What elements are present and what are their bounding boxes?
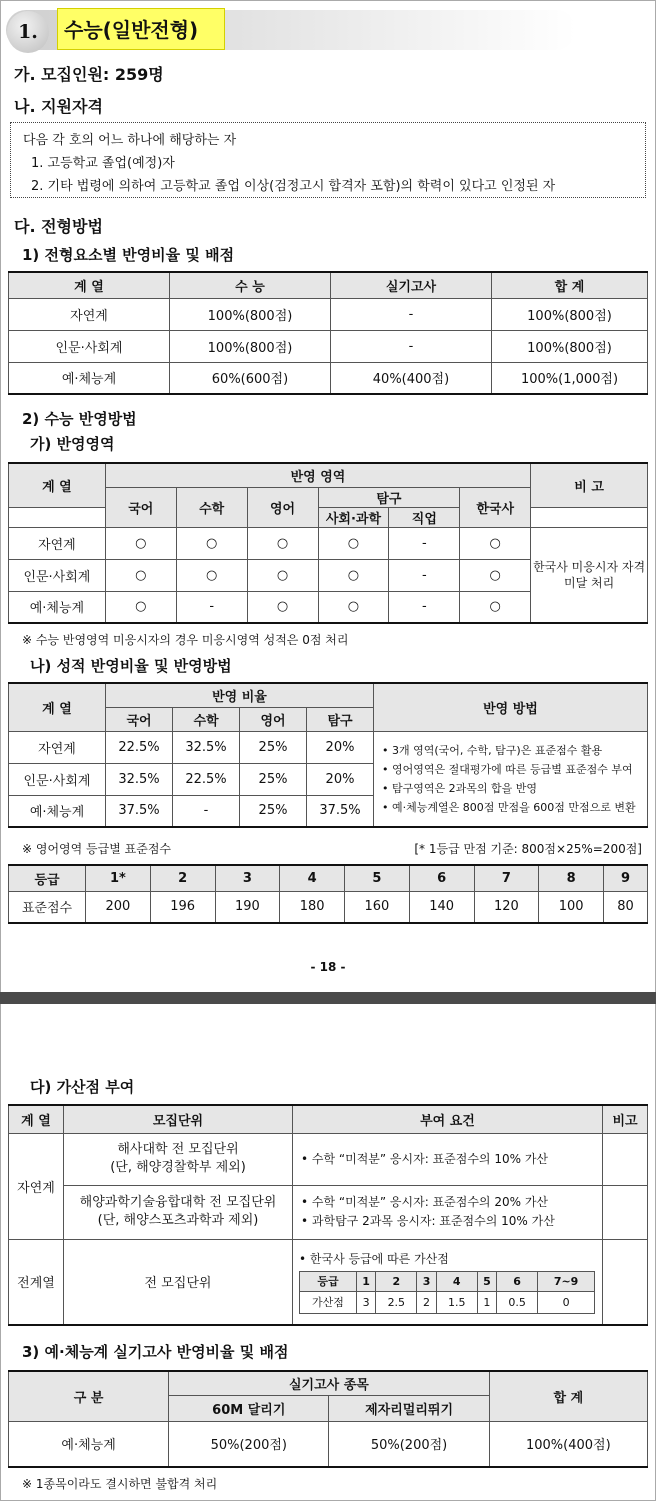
table-row — [9, 1133, 648, 1185]
table-row — [9, 731, 648, 763]
english-note-basis: [* 1등급 만점 기준: 800점×25%=200점] — [414, 842, 642, 856]
cell: 100%(800점) — [492, 298, 648, 330]
heading-score-ratio: 나) 성적 반영비율 및 반영방법 — [30, 657, 232, 675]
cell: - — [331, 330, 492, 362]
col-header: 영어 — [247, 487, 318, 527]
cell: - — [389, 527, 460, 559]
table-row — [9, 298, 648, 330]
cell — [64, 1133, 293, 1185]
cell: - — [173, 795, 240, 827]
col-header: 계 열 — [9, 1105, 64, 1133]
remark: 한국사 미응시자 자격 미달 처리 — [531, 527, 648, 623]
unit-line: 해양과학기술융합대학 전 모집단위 — [79, 1195, 277, 1210]
cell — [64, 1185, 293, 1239]
cell: 100 — [539, 891, 604, 923]
heading-bonus: 다) 가산점 부여 — [30, 1078, 135, 1096]
section-title: 수능(일반전형) — [57, 8, 225, 50]
cell: 가산점 — [300, 1291, 357, 1313]
cell: - — [176, 591, 247, 623]
col-header: 반영 비율 — [106, 683, 374, 707]
cell: ○ — [318, 559, 389, 591]
table-row — [9, 362, 648, 394]
cell: 190 — [215, 891, 280, 923]
practical-note: ※ 1종목이라도 결시하면 불합격 처리 — [22, 1477, 218, 1491]
unit-line: (단, 해양경찰학부 제외) — [110, 1160, 246, 1175]
col-header: 직업 — [389, 507, 460, 527]
cell: 인문·사회계 — [9, 330, 170, 362]
table-row — [9, 1421, 648, 1467]
cell: 100%(400점) — [489, 1421, 647, 1467]
col-header: 계 열 — [9, 463, 106, 507]
area-note: ※ 수능 반영영역 미응시자의 경우 미응시영역 성적은 0점 처리 — [22, 633, 349, 647]
col-header: 비고 — [603, 1105, 648, 1133]
history-bonus-table — [299, 1271, 595, 1314]
cell: 60%(600점) — [170, 362, 331, 394]
method-item: • 영어영역은 절대평가에 따른 등급별 표준점수 부여 — [382, 760, 647, 779]
cell: 32.5% — [106, 763, 173, 795]
col-header: 4 — [280, 865, 345, 891]
col-header: 반영 방법 — [374, 683, 648, 731]
col-header: 1* — [86, 865, 151, 891]
score-ratio-table — [8, 682, 648, 828]
col-header: 반영 영역 — [105, 463, 530, 487]
page-separator — [0, 992, 656, 1004]
cell: ○ — [318, 591, 389, 623]
cell: 1.5 — [436, 1291, 477, 1313]
cell: ○ — [176, 527, 247, 559]
col-header: 등급 — [9, 865, 86, 891]
cell: ○ — [105, 559, 176, 591]
requirement-item: • 한국사 등급에 따른 가산점 — [299, 1250, 596, 1269]
cell: ○ — [460, 591, 531, 623]
cell: 50%(200점) — [329, 1421, 489, 1467]
heading-area: 가) 반영영역 — [30, 435, 115, 453]
col-header: 계 열 — [9, 683, 106, 731]
cell: 160 — [345, 891, 410, 923]
cell: 50%(200점) — [169, 1421, 329, 1467]
col-header: 합 계 — [492, 272, 648, 298]
section-number: 1. — [7, 11, 49, 53]
col-header: 3 — [215, 865, 280, 891]
col-header: 탐구 — [318, 487, 460, 507]
cell: 40%(400점) — [331, 362, 492, 394]
col-header: 5 — [345, 865, 410, 891]
cell — [603, 1185, 648, 1239]
method-item: • 3개 영역(국어, 수학, 탐구)은 표준점수 활용 — [382, 741, 647, 760]
col-header: 모집단위 — [64, 1105, 293, 1133]
col-header: 1 — [357, 1271, 376, 1291]
col-header: 등급 — [300, 1271, 357, 1291]
cell: - — [331, 298, 492, 330]
cell: 22.5% — [106, 731, 173, 763]
cell: 전 모집단위 — [64, 1239, 293, 1325]
area-table — [8, 462, 648, 624]
col-header: 7~9 — [538, 1271, 595, 1291]
col-header: 5 — [477, 1271, 496, 1291]
cell: 자연계 — [9, 1133, 64, 1239]
cell: 2 — [417, 1291, 436, 1313]
cell: 20% — [307, 763, 374, 795]
page-number: - 18 - — [310, 960, 346, 974]
method-item: • 탐구영역은 2과목의 합을 반영 — [382, 779, 647, 798]
col-header: 제자리멀리뛰기 — [329, 1395, 489, 1421]
cell: 자연계 — [9, 731, 106, 763]
cell: 전계열 — [9, 1239, 64, 1325]
cell: - — [389, 591, 460, 623]
practical-table — [8, 1370, 648, 1468]
eligibility-box — [10, 122, 646, 198]
col-header: 수 능 — [170, 272, 331, 298]
col-header: 수학 — [173, 707, 240, 731]
unit-line: (단, 해양스포츠과학과 제외) — [97, 1213, 259, 1228]
cell: 100%(800점) — [492, 330, 648, 362]
cell: ○ — [105, 527, 176, 559]
cell: ○ — [318, 527, 389, 559]
cell — [603, 1133, 648, 1185]
col-header: 2 — [150, 865, 215, 891]
cell: 25% — [240, 763, 307, 795]
method-item: • 예·체능계열은 800점 만점을 600점 만점으로 변환 — [382, 798, 647, 817]
english-score-table — [8, 864, 648, 924]
table-row — [300, 1291, 595, 1313]
cell: 200 — [86, 891, 151, 923]
col-header: 수학 — [176, 487, 247, 527]
cell: - — [389, 559, 460, 591]
cell — [293, 1185, 603, 1239]
cell: 0 — [538, 1291, 595, 1313]
cell — [293, 1239, 603, 1325]
cell: ○ — [460, 527, 531, 559]
cell: 자연계 — [9, 527, 106, 559]
cell: 100%(1,000점) — [492, 362, 648, 394]
ratio-table — [8, 271, 648, 395]
recruit-count: 가. 모집인원: 259명 — [14, 65, 164, 84]
method-cell — [374, 731, 648, 827]
col-header: 7 — [474, 865, 539, 891]
cell: 자연계 — [9, 298, 170, 330]
heading-practical: 3) 예·체능계 실기고사 반영비율 및 배점 — [22, 1343, 289, 1361]
cell: 100%(800점) — [170, 298, 331, 330]
col-header: 비 고 — [531, 463, 648, 507]
eligibility-item: 2. 기타 법령에 의하여 고등학교 졸업 이상(검정고시 합격자 포함)의 학력이 있다고 인정된 자 — [31, 179, 556, 194]
cell: 표준점수 — [9, 891, 86, 923]
col-header: 실기고사 — [331, 272, 492, 298]
col-header: 합 계 — [489, 1371, 647, 1421]
col-header: 6 — [409, 865, 474, 891]
cell: 196 — [150, 891, 215, 923]
col-header: 탐구 — [307, 707, 374, 731]
cell: 예·체능계 — [9, 795, 106, 827]
cell: 예·체능계 — [9, 591, 106, 623]
cell: ○ — [247, 559, 318, 591]
recruit-count-value: 259명 — [114, 65, 164, 84]
requirement-item: • 수학 “미적분” 응시자: 표준점수의 10% 가산 — [301, 1150, 602, 1169]
col-header: 사회·과학 — [318, 507, 389, 527]
col-header: 8 — [539, 865, 604, 891]
col-header: 계 열 — [9, 272, 170, 298]
cell: 1 — [477, 1291, 496, 1313]
heading-method: 다. 전형방법 — [14, 217, 103, 236]
cell: 25% — [240, 731, 307, 763]
col-header: 2 — [376, 1271, 417, 1291]
table-row — [9, 527, 648, 559]
cell: 인문·사회계 — [9, 763, 106, 795]
cell: 예·체능계 — [9, 362, 170, 394]
heading-csat-method: 2) 수능 반영방법 — [22, 410, 137, 428]
cell: 100%(800점) — [170, 330, 331, 362]
col-header: 실기고사 종목 — [169, 1371, 490, 1395]
col-header: 국어 — [106, 707, 173, 731]
cell: ○ — [176, 559, 247, 591]
col-header: 4 — [436, 1271, 477, 1291]
col-header: 3 — [417, 1271, 436, 1291]
cell: 32.5% — [173, 731, 240, 763]
col-header: 9 — [604, 865, 648, 891]
col-header: 60M 달리기 — [169, 1395, 329, 1421]
cell: 0.5 — [497, 1291, 538, 1313]
eligibility-intro: 다음 각 호의 어느 하나에 해당하는 자 — [23, 133, 237, 148]
col-header: 한국사 — [460, 487, 531, 527]
cell: 3 — [357, 1291, 376, 1313]
cell: 2.5 — [376, 1291, 417, 1313]
col-header: 구 분 — [9, 1371, 169, 1421]
cell: ○ — [105, 591, 176, 623]
table-row — [9, 891, 648, 923]
eligibility-item: 1. 고등학교 졸업(예정)자 — [31, 156, 175, 171]
english-note: ※ 영어영역 등급별 표준점수 — [22, 842, 172, 856]
cell: 인문·사회계 — [9, 559, 106, 591]
table-row — [9, 1185, 648, 1239]
cell — [293, 1133, 603, 1185]
cell: ○ — [460, 559, 531, 591]
requirement-item: • 수학 “미적분” 응시자: 표준점수의 20% 가산 — [301, 1193, 602, 1212]
cell: 20% — [307, 731, 374, 763]
col-header: 부여 요건 — [293, 1105, 603, 1133]
cell: 180 — [280, 891, 345, 923]
cell: 140 — [409, 891, 474, 923]
cell: 37.5% — [106, 795, 173, 827]
col-header: 영어 — [240, 707, 307, 731]
cell: 80 — [604, 891, 648, 923]
table-row — [9, 1239, 648, 1325]
col-header: 6 — [497, 1271, 538, 1291]
cell: ○ — [247, 527, 318, 559]
cell: 25% — [240, 795, 307, 827]
bonus-table — [8, 1104, 648, 1326]
cell: 120 — [474, 891, 539, 923]
requirement-item: • 과학탐구 2과목 응시자: 표준점수의 10% 가산 — [301, 1212, 602, 1231]
cell: 예·체능계 — [9, 1421, 169, 1467]
unit-line: 해사대학 전 모집단위 — [117, 1142, 239, 1157]
col-header: 국어 — [105, 487, 176, 527]
cell — [603, 1239, 648, 1325]
heading-ratio: 1) 전형요소별 반영비율 및 배점 — [22, 246, 235, 264]
table-row — [9, 330, 648, 362]
cell: ○ — [247, 591, 318, 623]
heading-eligibility: 나. 지원자격 — [14, 97, 103, 116]
cell: 22.5% — [173, 763, 240, 795]
cell: 37.5% — [307, 795, 374, 827]
